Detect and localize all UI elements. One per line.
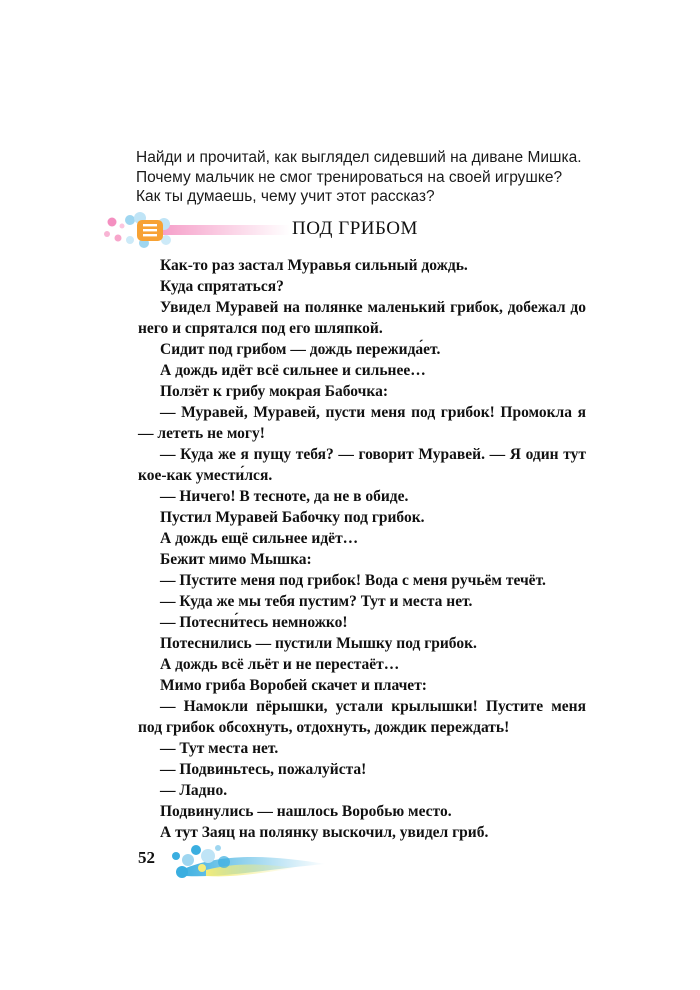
story-paragraph: Подвинулись — нашлось Воробью место.: [160, 803, 452, 820]
book-list-icon: [137, 220, 163, 241]
story-paragraph: А дождь всё льёт и не перестаёт…: [160, 656, 400, 673]
story-paragraph: — Куда же я пущу тебя? — говорит Муравей. — Я один тут кое-как умести́лся.: [138, 446, 586, 484]
story-paragraph: А дождь идёт всё сильнее и сильнее…: [160, 362, 426, 379]
question-line: Как ты думаешь, чему учит этот рассказ?: [136, 188, 435, 205]
story-paragraph: — Подвиньтесь, пожалуйста!: [160, 761, 367, 778]
story-paragraph: А дождь ещё сильнее идёт…: [160, 530, 359, 547]
story-paragraph: А тут Заяц на полянку выскочил, увидел гриб.: [160, 824, 489, 841]
story-text: [138, 255, 586, 843]
story-paragraph: — Потесни́тесь немножко!: [160, 614, 348, 631]
story-paragraph: Куда спрятаться?: [160, 278, 284, 295]
story-paragraph: Как-то раз застал Муравья сильный дождь.: [160, 257, 468, 274]
story-paragraph: — Муравей, Муравей, пусти меня под грибок! Промокла я — лететь не могу!: [138, 404, 586, 442]
story-paragraph: — Намокли пёрышки, устали крылышки! Пустите меня под грибок обсохнуть, отдохнуть, дождик переждать!: [138, 698, 586, 736]
story-paragraph: — Куда же мы тебя пустим? Тут и места нет.: [160, 593, 473, 610]
story-title: ПОД ГРИБОМ: [292, 218, 418, 239]
story-paragraph: Пустил Муравей Бабочку под грибок.: [160, 509, 425, 526]
question-line: Почему мальчик не смог тренироваться на своей игрушке?: [136, 168, 563, 186]
footer-decoration: [166, 838, 336, 884]
story-paragraph: Бежит мимо Мышка:: [160, 551, 312, 568]
story-paragraph: Мимо гриба Воробей скачет и плачет:: [160, 677, 427, 694]
questions-block: [136, 148, 616, 207]
story-paragraph: — Пустите меня под грибок! Вода с меня ручьём течёт.: [160, 572, 546, 589]
heading-decoration: [100, 212, 290, 248]
story-paragraph: Потеснились — пустили Мышку под грибок.: [160, 635, 477, 652]
page-number: 52: [138, 848, 155, 867]
story-paragraph: Увидел Муравей на полянке маленький грибок, добежал до него и спрятался под его шляпкой.: [138, 299, 586, 337]
question-line: Найди и прочитай, как выглядел сидевший на диване Мишка.: [136, 149, 582, 166]
story-paragraph: — Ничего! В тесноте, да не в обиде.: [160, 488, 409, 505]
story-paragraph: Сидит под грибом — дождь пережида́ет.: [160, 341, 441, 358]
story-paragraph: — Тут места нет.: [160, 740, 279, 757]
story-paragraph: — Ладно.: [160, 782, 228, 799]
story-paragraph: Ползёт к грибу мокрая Бабочка:: [160, 383, 388, 400]
